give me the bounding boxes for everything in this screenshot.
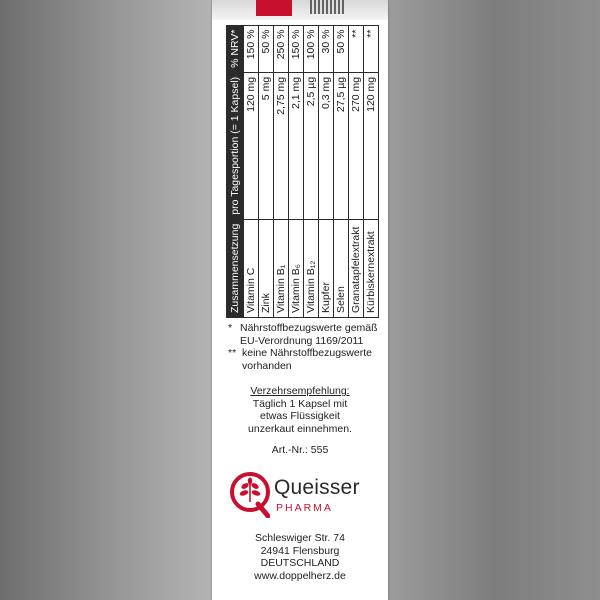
website-url: www.doppelherz.de (254, 569, 346, 582)
nutrient-name: Zink (259, 219, 274, 317)
nutrient-nrv: 30 % (319, 25, 334, 72)
company-address (212, 532, 388, 582)
nutrient-amount: 5 mg (259, 72, 274, 219)
nutrient-name: Vitamin C (244, 219, 259, 317)
footnote-text: keine Nährstoffbezugswerte vorhanden (242, 347, 372, 372)
nutrient-amount: 270 mg (349, 72, 364, 219)
nutrient-nrv: 50 % (259, 25, 274, 72)
nutrient-nrv: 100 % (304, 25, 319, 72)
address-city: 24941 Flensburg (260, 544, 340, 557)
usage-line: Täglich 1 Kapsel mit (252, 397, 348, 410)
usage-line: unzerkaut einnehmen. (248, 422, 352, 435)
address-street: Schleswiger Str. 74 (255, 532, 345, 544)
nutrient-amount: 2,75 mg (274, 72, 289, 219)
nutrient-nrv: 150 % (244, 25, 259, 72)
nutrient-nrv: 250 % (274, 25, 289, 72)
usage-heading: Verzehrsempfehlung: (250, 385, 350, 397)
table-row (319, 25, 334, 317)
nutrient-name: Kupfer (319, 219, 334, 317)
nutrient-amount: 27,5 µg (334, 72, 349, 219)
top-flap (212, 0, 388, 20)
box-side-right (388, 0, 600, 600)
footnote-text: Nährstoffbezugswerte gemäß EU-Verordnung 1169/2011 (240, 322, 378, 347)
brand-name: Queisser (274, 476, 360, 499)
nutrient-name: Vitamin B₁ (274, 219, 289, 317)
nutrient-name: Selen (334, 219, 349, 317)
nutrition-table (226, 25, 379, 318)
barcode-fragment (310, 0, 344, 14)
table-row (349, 25, 364, 317)
header-daily-portion: pro Tagesportion (= 1 Kapsel) (227, 72, 244, 219)
nutrient-amount: 2,1 mg (289, 72, 304, 219)
footnote-mark: * (228, 322, 233, 334)
nutrient-nrv: ** (364, 25, 379, 72)
nutrient-nrv: 50 % (334, 25, 349, 72)
table-row (259, 25, 274, 317)
nutrient-name: Kürbiskernextrakt (364, 219, 379, 317)
footnotes (228, 322, 384, 372)
table-row (304, 25, 319, 317)
table-row (289, 25, 304, 317)
header-nrv: % NRV* (227, 25, 244, 72)
usage-recommendation (212, 385, 388, 435)
table-row (274, 25, 289, 317)
nutrient-amount: 0,3 mg (319, 72, 334, 219)
nutrient-amount: 120 mg (244, 72, 259, 219)
header-composition: Zusammensetzung (227, 219, 244, 317)
nutrient-amount: 2,5 µg (304, 72, 319, 219)
usage-line: etwas Flüssigkeit (260, 410, 340, 422)
nutrient-name: Vitamin B₆ (289, 219, 304, 317)
queisser-logo-icon (230, 472, 270, 518)
red-label-tab (256, 0, 292, 16)
nutrient-name: Granatapfelextrakt (349, 219, 364, 317)
table-header-row (227, 25, 244, 317)
footnote-1 (228, 322, 384, 347)
box-side-left (0, 0, 212, 600)
table-row (334, 25, 349, 317)
nutrient-name: Vitamin B₁₂ (304, 219, 319, 317)
table-row (364, 25, 379, 317)
brand-subtitle: PHARMA (276, 502, 333, 514)
nutrition-table-rotated (226, 29, 377, 318)
table-row (244, 25, 259, 317)
nutrient-amount: 120 mg (364, 72, 379, 219)
footnote-mark: ** (228, 347, 237, 359)
brand-logo (230, 470, 380, 524)
footnote-2 (228, 347, 384, 372)
nutrient-nrv: 150 % (289, 25, 304, 72)
address-country: DEUTSCHLAND (260, 557, 340, 569)
nutrient-nrv: ** (349, 25, 364, 72)
article-number: Art.-Nr.: 555 (271, 444, 329, 456)
